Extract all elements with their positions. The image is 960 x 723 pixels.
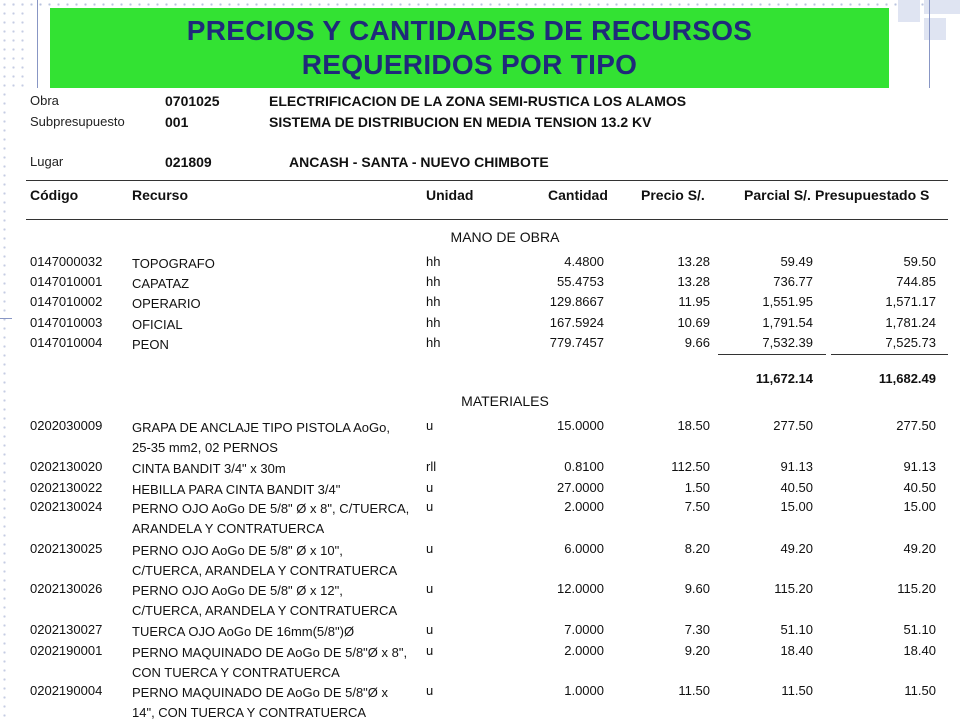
meta-subpresupuesto-code: 001	[165, 114, 189, 130]
resource-code: 0202130027	[30, 622, 103, 637]
slide-title-line-1: PRECIOS Y CANTIDADES DE RECURSOS	[186, 15, 753, 46]
resource-partial: 15.00	[780, 499, 813, 514]
column-header-unidad: Unidad	[426, 187, 474, 203]
resource-unit: u	[426, 683, 434, 698]
subtotal-rule-parcial	[718, 354, 826, 355]
resource-price: 13.28	[677, 254, 710, 269]
resource-code: 0147010002	[30, 294, 103, 309]
meta-lugar-code: 021809	[165, 154, 212, 170]
resource-price: 7.30	[684, 622, 710, 637]
resource-quantity: 2.0000	[564, 499, 604, 514]
resource-budgeted: 7,525.73	[885, 335, 936, 350]
resource-partial: 40.50	[780, 480, 813, 495]
resource-code: 0202130020	[30, 459, 103, 474]
total-parcial-mano-de-obra: 11,672.14	[755, 371, 813, 386]
resource-unit: hh	[426, 254, 441, 269]
resource-quantity: 129.8667	[549, 294, 604, 309]
resource-price: 9.66	[684, 335, 710, 350]
resource-code: 0202190004	[30, 683, 103, 698]
resource-name: PEON	[132, 337, 169, 352]
subtotal-rule-presupuestado	[831, 354, 948, 355]
meta-obra-desc: ELECTRIFICACION DE LA ZONA SEMI-RUSTICA LOS ALAMOS	[269, 93, 687, 109]
resource-partial: 51.10	[780, 622, 813, 637]
column-header-codigo: Código	[30, 187, 79, 203]
resource-partial: 277.50	[773, 418, 813, 433]
resource-code: 0147000032	[30, 254, 103, 269]
resource-code: 0202130026	[30, 581, 103, 596]
decorative-vertical-line-left	[37, 0, 38, 88]
slide-title-line-2: REQUERIDOS POR TIPO	[301, 49, 638, 80]
resource-budgeted: 115.20	[897, 581, 936, 596]
column-header-presupuestado: Presupuestado S	[815, 187, 930, 203]
resource-budgeted: 91.13	[903, 459, 936, 474]
resource-unit: u	[426, 643, 434, 658]
resource-budgeted: 1,571.17	[885, 294, 936, 309]
resource-price: 1.50	[684, 480, 710, 495]
resource-quantity: 7.0000	[564, 622, 604, 637]
resource-code: 0202190001	[30, 643, 103, 658]
resource-quantity: 1.0000	[564, 683, 604, 698]
resource-price: 9.20	[684, 643, 710, 658]
resource-budgeted: 1,781.24	[885, 315, 936, 330]
resource-name: PERNO MAQUINADO DE AoGo DE 5/8"Ø x 14", CON TUERCA Y CONTRATUERCA	[132, 685, 389, 720]
resource-partial: 18.40	[780, 643, 813, 658]
resource-partial: 11.50	[781, 683, 813, 698]
meta-subpresupuesto-desc: SISTEMA DE DISTRIBUCION EN MEDIA TENSION 13.2 KV	[269, 114, 652, 130]
resource-partial: 7,532.39	[762, 335, 813, 350]
resource-budgeted: 51.10	[903, 622, 936, 637]
resource-quantity: 167.5924	[549, 315, 604, 330]
resource-price: 13.28	[677, 274, 710, 289]
resource-unit: hh	[426, 335, 441, 350]
resource-budgeted: 49.20	[903, 541, 936, 556]
resource-name: GRAPA DE ANCLAJE TIPO PISTOLA AoGo, 25-35 mm2, 02 PERNOS	[132, 420, 390, 455]
resource-quantity: 6.0000	[564, 541, 604, 556]
resource-unit: hh	[426, 315, 441, 330]
decorative-tick-line	[0, 318, 12, 319]
resource-code: 0147010001	[30, 274, 103, 289]
resource-code: 0202130022	[30, 480, 103, 495]
resource-partial: 59.49	[780, 254, 813, 269]
decorative-squares	[890, 0, 960, 60]
resource-partial: 736.77	[773, 274, 813, 289]
resource-quantity: 779.7457	[549, 335, 604, 350]
resource-quantity: 55.4753	[557, 274, 604, 289]
resource-quantity: 2.0000	[564, 643, 604, 658]
resource-partial: 115.20	[774, 581, 813, 596]
meta-obra-code: 0701025	[165, 93, 220, 109]
resource-name: TUERCA OJO AoGo DE 16mm(5/8")Ø	[132, 624, 355, 639]
resource-budgeted: 18.40	[903, 643, 936, 658]
resource-partial: 1,791.54	[762, 315, 813, 330]
resource-unit: u	[426, 581, 434, 596]
decorative-vertical-line-right	[929, 0, 930, 88]
meta-subpresupuesto-label: Subpresupuesto	[30, 114, 125, 129]
resource-name: PERNO OJO AoGo DE 5/8" Ø x 10", C/TUERCA, ARANDELA Y CONTRATUERCA	[132, 543, 398, 578]
resource-price: 18.50	[677, 418, 710, 433]
slide-title-banner	[50, 8, 889, 88]
column-header-precio: Precio S/.	[641, 187, 705, 203]
resource-code: 0147010004	[30, 335, 103, 350]
resource-price: 8.20	[684, 541, 710, 556]
resource-name: HEBILLA PARA CINTA BANDIT 3/4"	[132, 482, 341, 497]
resource-partial: 1,551.95	[762, 294, 813, 309]
column-header-cantidad: Cantidad	[548, 187, 608, 203]
resource-code: 0147010003	[30, 315, 103, 330]
meta-obra-label: Obra	[30, 93, 59, 108]
resource-price: 7.50	[684, 499, 710, 514]
resource-quantity: 15.0000	[557, 418, 604, 433]
resource-partial: 91.13	[780, 459, 813, 474]
resource-budgeted: 40.50	[903, 480, 936, 495]
column-header-recurso: Recurso	[132, 187, 189, 203]
column-header-parcial: Parcial S/.	[744, 187, 811, 203]
resource-name: OFICIAL	[132, 317, 183, 332]
resource-name: CINTA BANDIT 3/4" x 30m	[132, 461, 286, 476]
resource-budgeted: 277.50	[896, 418, 936, 433]
resource-code: 0202030009	[30, 418, 103, 433]
resource-budgeted: 744.85	[896, 274, 936, 289]
header-rule-bottom	[26, 219, 948, 220]
resource-name: PERNO MAQUINADO DE AoGo DE 5/8"Ø x 8", CON TUERCA Y CONTRATUERCA	[132, 645, 408, 680]
resource-name: OPERARIO	[132, 296, 201, 311]
resource-price: 9.60	[684, 581, 710, 596]
resource-name: PERNO OJO AoGo DE 5/8" Ø x 12", C/TUERCA, ARANDELA Y CONTRATUERCA	[132, 583, 398, 618]
resource-quantity: 27.0000	[557, 480, 604, 495]
resource-price: 10.69	[677, 315, 710, 330]
section-title-materiales: MATERIALES	[461, 393, 549, 409]
resource-price: 112.50	[671, 459, 710, 474]
header-rule-top	[26, 180, 948, 181]
resource-quantity: 4.4800	[564, 254, 604, 269]
resource-unit: u	[426, 418, 434, 433]
resource-name: CAPATAZ	[132, 276, 190, 291]
resource-unit: u	[426, 622, 434, 637]
resource-unit: u	[426, 499, 434, 514]
resource-unit: hh	[426, 274, 441, 289]
resource-unit: rll	[426, 459, 437, 474]
resource-budgeted: 11.50	[904, 683, 936, 698]
section-title-mano-de-obra: MANO DE OBRA	[450, 229, 560, 245]
resource-name: PERNO OJO AoGo DE 5/8" Ø x 8", C/TUERCA, ARANDELA Y CONTRATUERCA	[132, 501, 410, 536]
meta-lugar-label: Lugar	[30, 154, 64, 169]
resource-partial: 49.20	[780, 541, 813, 556]
resource-price: 11.95	[678, 294, 710, 309]
resource-unit: hh	[426, 294, 441, 309]
total-presupuestado-mano-de-obra: 11,682.49	[878, 371, 936, 386]
resource-quantity: 12.0000	[557, 581, 604, 596]
resource-code: 0202130024	[30, 499, 103, 514]
resource-name: TOPOGRAFO	[132, 256, 215, 271]
resource-quantity: 0.8100	[564, 459, 604, 474]
resource-unit: u	[426, 480, 434, 495]
resource-price-sheet	[12, 88, 948, 720]
resource-price: 11.50	[678, 683, 710, 698]
resource-unit: u	[426, 541, 434, 556]
meta-lugar-desc: ANCASH - SANTA - NUEVO CHIMBOTE	[289, 154, 549, 170]
resource-code: 0202130025	[30, 541, 103, 556]
resource-budgeted: 59.50	[903, 254, 936, 269]
resource-budgeted: 15.00	[903, 499, 936, 514]
